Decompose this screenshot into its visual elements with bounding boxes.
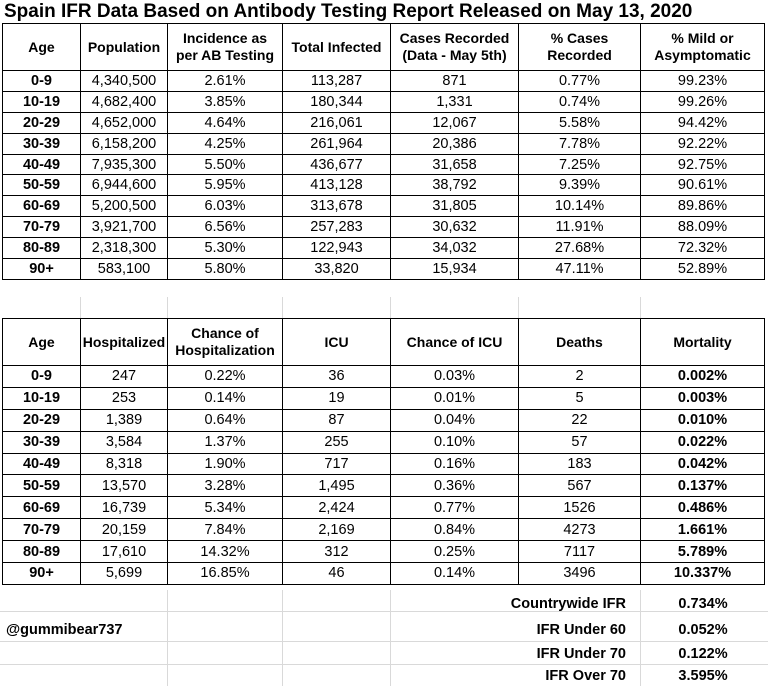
- page-title: Spain IFR Data Based on Antibody Testing Report Released on May 13, 2020: [4, 1, 693, 22]
- age-group-cell: 30-39: [3, 431, 81, 453]
- t1-col-header: Age: [3, 24, 81, 71]
- table-cell: 46: [283, 563, 391, 585]
- table-cell: 52.89%: [641, 259, 765, 280]
- ifr-table-infections: [2, 23, 765, 280]
- age-group-cell: 70-79: [3, 519, 81, 541]
- table-row: [3, 259, 765, 280]
- table-cell: 6.56%: [168, 217, 283, 238]
- t2-col-header: Age: [3, 319, 81, 366]
- table-cell: 0.022%: [641, 431, 765, 453]
- table-cell: 247: [81, 366, 168, 388]
- age-group-cell: 0-9: [3, 71, 81, 92]
- table-cell: 7.25%: [519, 154, 641, 175]
- age-group-cell: 90+: [3, 259, 81, 280]
- summary-value-under60: 0.052%: [678, 622, 728, 638]
- t1-col-header: % Mild or Asymptomatic: [641, 24, 765, 71]
- table-cell: 5.95%: [168, 175, 283, 196]
- table-cell: 1.90%: [168, 453, 283, 475]
- table-row: [3, 71, 765, 92]
- table-row: [3, 366, 765, 388]
- author-handle: @gummibear737: [6, 622, 123, 638]
- table-cell: 87: [283, 409, 391, 431]
- age-group-cell: 90+: [3, 563, 81, 585]
- table-cell: 90.61%: [641, 175, 765, 196]
- table-cell: 10.14%: [519, 196, 641, 217]
- age-group-cell: 80-89: [3, 238, 81, 259]
- table-row: [3, 409, 765, 431]
- age-group-cell: 80-89: [3, 541, 81, 563]
- table-cell: 1,495: [283, 475, 391, 497]
- age-group-cell: 60-69: [3, 497, 81, 519]
- table-cell: 0.22%: [168, 366, 283, 388]
- table-cell: 0.002%: [641, 366, 765, 388]
- t2-col-header: Mortality: [641, 319, 765, 366]
- summary-value-under70: 0.122%: [678, 646, 728, 662]
- table-cell: 4273: [519, 519, 641, 541]
- table-cell: 3,921,700: [81, 217, 168, 238]
- table-cell: 88.09%: [641, 217, 765, 238]
- table-cell: 261,964: [283, 133, 391, 154]
- table-cell: 38,792: [391, 175, 519, 196]
- table-cell: 72.32%: [641, 238, 765, 259]
- table-cell: 10.337%: [641, 563, 765, 585]
- gridline: [390, 297, 391, 318]
- table-cell: 92.75%: [641, 154, 765, 175]
- table-cell: 0.010%: [641, 409, 765, 431]
- table-cell: 312: [283, 541, 391, 563]
- table-cell: 9.39%: [519, 175, 641, 196]
- ifr-table-outcomes: [2, 318, 765, 585]
- table-cell: 6.03%: [168, 196, 283, 217]
- table-cell: 4,340,500: [81, 71, 168, 92]
- table-cell: 3.28%: [168, 475, 283, 497]
- table-cell: 0.486%: [641, 497, 765, 519]
- table-cell: 2.61%: [168, 71, 283, 92]
- table-cell: 99.23%: [641, 71, 765, 92]
- table-cell: 4.64%: [168, 112, 283, 133]
- summary-label-over70: IFR Over 70: [545, 668, 626, 684]
- table-cell: 19: [283, 387, 391, 409]
- gridline: [0, 641, 768, 642]
- table-cell: 1526: [519, 497, 641, 519]
- table-cell: 36: [283, 366, 391, 388]
- table-cell: 16,739: [81, 497, 168, 519]
- table-cell: 0.36%: [391, 475, 519, 497]
- summary-label-under70: IFR Under 70: [536, 646, 626, 662]
- table-cell: 436,677: [283, 154, 391, 175]
- table-cell: 16.85%: [168, 563, 283, 585]
- t1-col-header: Population: [81, 24, 168, 71]
- table-cell: 3.85%: [168, 91, 283, 112]
- table-cell: 47.11%: [519, 259, 641, 280]
- table-cell: 34,032: [391, 238, 519, 259]
- table-cell: 0.01%: [391, 387, 519, 409]
- table-cell: 6,944,600: [81, 175, 168, 196]
- table-row: [3, 154, 765, 175]
- table-cell: 92.22%: [641, 133, 765, 154]
- table-cell: 4.25%: [168, 133, 283, 154]
- table-cell: 7117: [519, 541, 641, 563]
- table-cell: 0.64%: [168, 409, 283, 431]
- table-cell: 31,658: [391, 154, 519, 175]
- age-group-cell: 50-59: [3, 175, 81, 196]
- table-cell: 30,632: [391, 217, 519, 238]
- age-group-cell: 10-19: [3, 387, 81, 409]
- table-cell: 567: [519, 475, 641, 497]
- table-row: [3, 91, 765, 112]
- table-cell: 14.32%: [168, 541, 283, 563]
- age-group-cell: 0-9: [3, 366, 81, 388]
- table-cell: 180,344: [283, 91, 391, 112]
- gridline: [167, 297, 168, 318]
- table-row: [3, 133, 765, 154]
- table-cell: 216,061: [283, 112, 391, 133]
- table-cell: 0.84%: [391, 519, 519, 541]
- table-cell: 1.661%: [641, 519, 765, 541]
- table-cell: 89.86%: [641, 196, 765, 217]
- table-cell: 1,389: [81, 409, 168, 431]
- summary-value-countrywide: 0.734%: [678, 596, 728, 612]
- age-group-cell: 70-79: [3, 217, 81, 238]
- table-cell: 113,287: [283, 71, 391, 92]
- t2-col-header: Deaths: [519, 319, 641, 366]
- t1-col-header: Cases Recorded (Data - May 5th): [391, 24, 519, 71]
- t2-col-header: Hospitalized: [81, 319, 168, 366]
- table-row: [3, 238, 765, 259]
- table-cell: 0.16%: [391, 453, 519, 475]
- table-cell: 122,943: [283, 238, 391, 259]
- table-cell: 7,935,300: [81, 154, 168, 175]
- table-row: [3, 563, 765, 585]
- table-cell: 94.42%: [641, 112, 765, 133]
- table-cell: 4,652,000: [81, 112, 168, 133]
- table-row: [3, 217, 765, 238]
- table-cell: 22: [519, 409, 641, 431]
- table-cell: 2,318,300: [81, 238, 168, 259]
- table-cell: 11.91%: [519, 217, 641, 238]
- table-cell: 13,570: [81, 475, 168, 497]
- summary-label-under60: IFR Under 60: [536, 622, 626, 638]
- table-cell: 5: [519, 387, 641, 409]
- table-cell: 5.789%: [641, 541, 765, 563]
- table-cell: 0.04%: [391, 409, 519, 431]
- age-group-cell: 20-29: [3, 409, 81, 431]
- table-row: [3, 453, 765, 475]
- table-cell: 0.74%: [519, 91, 641, 112]
- table-cell: 17,610: [81, 541, 168, 563]
- table-cell: 0.25%: [391, 541, 519, 563]
- table-cell: 583,100: [81, 259, 168, 280]
- table-cell: 0.042%: [641, 453, 765, 475]
- table-cell: 2,169: [283, 519, 391, 541]
- gridline: [518, 297, 519, 318]
- table-cell: 253: [81, 387, 168, 409]
- table-cell: 31,805: [391, 196, 519, 217]
- table-cell: 0.003%: [641, 387, 765, 409]
- table-cell: 255: [283, 431, 391, 453]
- table-cell: 7.78%: [519, 133, 641, 154]
- table-cell: 33,820: [283, 259, 391, 280]
- table2-header-row: [3, 319, 765, 366]
- table-cell: 3,584: [81, 431, 168, 453]
- table-cell: 99.26%: [641, 91, 765, 112]
- table-cell: 20,159: [81, 519, 168, 541]
- table-cell: 5,699: [81, 563, 168, 585]
- summary-value-over70: 3.595%: [678, 668, 728, 684]
- age-group-cell: 10-19: [3, 91, 81, 112]
- table-cell: 0.14%: [168, 387, 283, 409]
- gridline: [282, 590, 283, 686]
- table-cell: 5,200,500: [81, 196, 168, 217]
- table-cell: 20,386: [391, 133, 519, 154]
- gridline: [80, 297, 81, 318]
- table-row: [3, 387, 765, 409]
- table-cell: 0.03%: [391, 366, 519, 388]
- t1-col-header: Total Infected: [283, 24, 391, 71]
- table-cell: 4,682,400: [81, 91, 168, 112]
- table-cell: 6,158,200: [81, 133, 168, 154]
- table-cell: 413,128: [283, 175, 391, 196]
- table-cell: 183: [519, 453, 641, 475]
- table-cell: 717: [283, 453, 391, 475]
- table-cell: 5.50%: [168, 154, 283, 175]
- gridline: [0, 664, 768, 665]
- t2-col-header: ICU: [283, 319, 391, 366]
- table-row: [3, 497, 765, 519]
- table-cell: 257,283: [283, 217, 391, 238]
- table-cell: 0.10%: [391, 431, 519, 453]
- t2-col-header: Chance of Hospitalization: [168, 319, 283, 366]
- gridline: [640, 297, 641, 318]
- age-group-cell: 50-59: [3, 475, 81, 497]
- age-group-cell: 60-69: [3, 196, 81, 217]
- table-cell: 12,067: [391, 112, 519, 133]
- table-cell: 0.137%: [641, 475, 765, 497]
- table-cell: 15,934: [391, 259, 519, 280]
- table-cell: 0.14%: [391, 563, 519, 585]
- table-cell: 871: [391, 71, 519, 92]
- table-cell: 3496: [519, 563, 641, 585]
- table-cell: 1.37%: [168, 431, 283, 453]
- t1-col-header: Incidence as per AB Testing: [168, 24, 283, 71]
- table-cell: 57: [519, 431, 641, 453]
- table-cell: 5.80%: [168, 259, 283, 280]
- gridline: [167, 590, 168, 686]
- table-cell: 0.77%: [519, 71, 641, 92]
- table-cell: 313,678: [283, 196, 391, 217]
- table-row: [3, 175, 765, 196]
- table-cell: 5.58%: [519, 112, 641, 133]
- table-cell: 2: [519, 366, 641, 388]
- table-cell: 2,424: [283, 497, 391, 519]
- t1-col-header: % Cases Recorded: [519, 24, 641, 71]
- age-group-cell: 20-29: [3, 112, 81, 133]
- table-cell: 0.77%: [391, 497, 519, 519]
- table-row: [3, 541, 765, 563]
- gridline: [282, 297, 283, 318]
- table-cell: 27.68%: [519, 238, 641, 259]
- age-group-cell: 40-49: [3, 453, 81, 475]
- table-row: [3, 431, 765, 453]
- summary-label-countrywide: Countrywide IFR: [510, 596, 626, 612]
- table-cell: 1,331: [391, 91, 519, 112]
- age-group-cell: 40-49: [3, 154, 81, 175]
- table-cell: 7.84%: [168, 519, 283, 541]
- table-cell: 5.30%: [168, 238, 283, 259]
- gridline: [390, 590, 391, 686]
- age-group-cell: 30-39: [3, 133, 81, 154]
- table-row: [3, 112, 765, 133]
- table-cell: 5.34%: [168, 497, 283, 519]
- table-row: [3, 196, 765, 217]
- t2-col-header: Chance of ICU: [391, 319, 519, 366]
- table-row: [3, 475, 765, 497]
- table-cell: 8,318: [81, 453, 168, 475]
- table1-header-row: [3, 24, 765, 71]
- table-row: [3, 519, 765, 541]
